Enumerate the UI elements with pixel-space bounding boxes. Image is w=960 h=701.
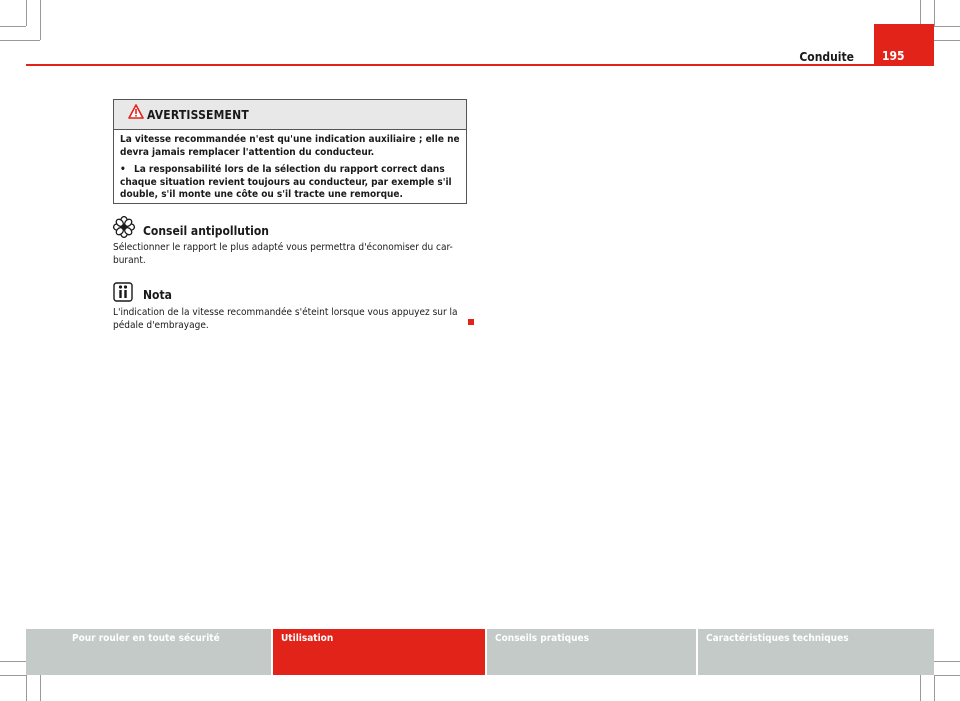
crop-mark xyxy=(934,26,960,27)
header-rule xyxy=(26,64,934,66)
warning-header xyxy=(114,100,466,130)
crop-mark xyxy=(26,0,27,26)
tab-label: Caractéristiques techniques xyxy=(706,633,849,644)
tab-label: Utilisation xyxy=(281,633,334,644)
crop-mark xyxy=(26,675,27,701)
note-section xyxy=(113,282,473,332)
warning-paragraph: La vitesse recommandée n'est qu'une indication auxiliaire ; elle ne devra jamais remplacer l'attention du conducteur. xyxy=(120,134,460,158)
crop-mark xyxy=(40,0,41,40)
warning-bullet-text: La responsabilité lors de la sélection du rapport correct dans chaque situation revient toujours au conducteur, par exemple s'il double, s'il monte une côte ou s'il tracte une remorque. xyxy=(120,164,452,200)
note-text: L'indication de la vitesse recommandée s'éteint lorsque vous appuyez sur la pédale d'embrayage. xyxy=(113,307,458,331)
warning-bullet-item xyxy=(120,164,460,202)
crop-mark xyxy=(934,675,935,701)
note-title: Nota xyxy=(143,288,172,302)
tab-label: Conseils pratiques xyxy=(495,633,589,644)
eco-tip-text: Sélectionner le rapport le plus adapté vous permettra d'économiser du car-burant. xyxy=(113,242,453,266)
crop-mark xyxy=(934,675,960,676)
section-end-marker xyxy=(468,319,474,325)
eco-tip-section xyxy=(113,216,473,267)
footer-nav xyxy=(26,629,934,675)
warning-triangle-icon xyxy=(128,104,144,123)
warning-title: AVERTISSEMENT xyxy=(147,108,249,122)
tab-operation[interactable] xyxy=(273,629,485,675)
page-number: 195 xyxy=(874,24,934,66)
tab-technical-data[interactable] xyxy=(698,629,934,675)
chapter-title: Conduite xyxy=(799,50,854,64)
eco-tip-title: Conseil antipollution xyxy=(143,224,269,238)
crop-mark xyxy=(0,675,26,676)
warning-body xyxy=(114,130,466,202)
flower-icon xyxy=(113,216,135,238)
crop-mark xyxy=(0,26,26,27)
tab-label: Pour rouler en toute sécurité xyxy=(72,633,220,644)
crop-mark xyxy=(934,0,935,26)
tab-safety[interactable] xyxy=(26,629,271,675)
info-icon xyxy=(113,282,133,302)
tab-practical-tips[interactable] xyxy=(487,629,696,675)
crop-mark xyxy=(0,40,40,41)
warning-box xyxy=(113,99,467,204)
bullet-symbol: • xyxy=(120,164,126,175)
